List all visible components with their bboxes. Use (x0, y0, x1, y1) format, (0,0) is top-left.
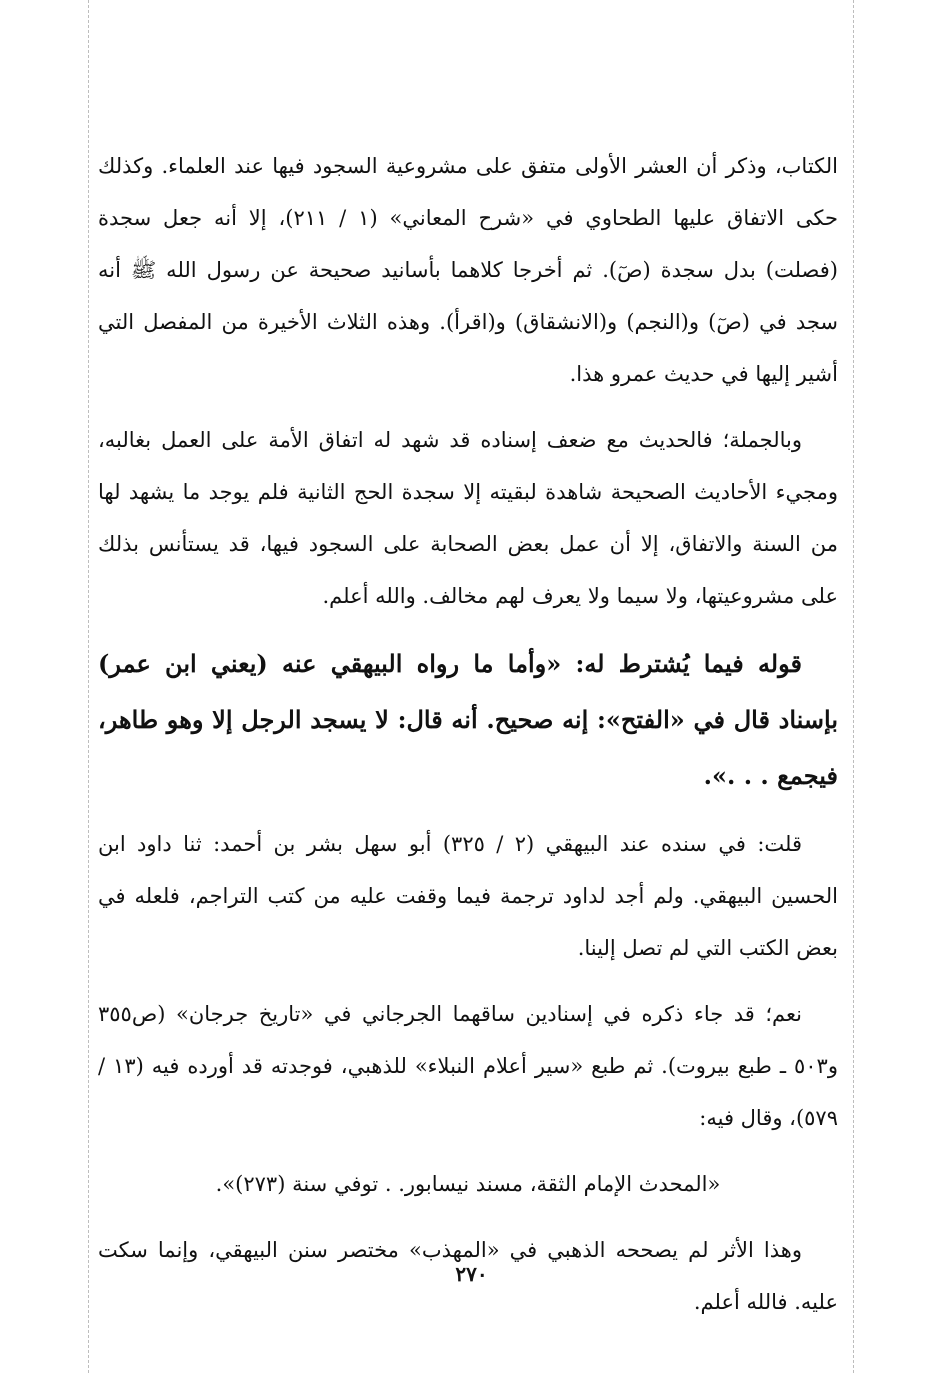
paragraph-quoted-statement: قوله فيما يُشترط له: «وأما ما رواه البيهقي عنه (يعني ابن عمر) بإسناد قال في «الفتح»: إنه صحيح. أنه قال: لا يسجد الرجل إلا وهو طاهر، فيجمع . . .». (98, 649, 838, 790)
page-number: ٢٧٠ (455, 1262, 488, 1286)
scan-edge-left (88, 0, 89, 1373)
paragraph-conclusion: وهذا الأثر لم يصححه الذهبي في «المهذب» مختصر سنن البيهقي، وإنما سكت عليه. فالله أعلم. (98, 1238, 838, 1314)
paragraph-jurjani-reference: نعم؛ قد جاء ذكره في إسنادين ساقهما الجرجاني في «تاريخ جرجان» (ص٣٥٥ و٥٠٣ ـ طبع بيروت). ثم طبع «سير أعلام النبلاء» للذهبي، فوجدته قد أورده فيه (١٣ / ٥٧٩)، وقال فيه: (98, 1002, 838, 1130)
paragraph-dhahabi-quote: «المحدث الإمام الثقة، مسند نيسابور. . توفي سنة (٢٧٣)». (215, 1172, 721, 1196)
page-body (98, 140, 838, 1342)
scan-edge-right (853, 0, 854, 1373)
paragraph-isnad-comment: قلت: في سنده عند البيهقي (٢ / ٣٢٥) أبو سهل بشر بن أحمد: ثنا داود ابن الحسين البيهقي. ولم أجد لداود ترجمة فيما وقفت عليه من كتب التراجم، فلعله في بعض الكتب التي لم تصل إلينا. (98, 832, 838, 960)
paragraph-hadith-summary: وبالجملة؛ فالحديث مع ضعف إسناده قد شهد له اتفاق الأمة على العمل بغالبه، ومجيء الأحاديث الصحيحة شاهدة لبقيته إلا سجدة الحج الثانية فلم يوجد ما يشهد لها من السنة والاتفاق، إلا أن عمل بعض الصحابة على السجود فيها، قد يستأنس بذلك على مشروعيتها، ولا سيما ولا يعرف لهم مخالف. والله أعلم. (98, 428, 838, 608)
paragraph-sajda-agreement: الكتاب، وذكر أن العشر الأولى متفق على مشروعية السجود فيها عند العلماء. وكذلك حكى الاتفاق عليها الطحاوي في «شرح المعاني» (١ / ٢١١)، إلا أنه جعل سجدة (فصلت) بدل سجدة (صٓ). ثم أخرجا كلاهما بأسانيد صحيحة عن رسول الله ﷺ أنه سجد في (صٓ) و(النجم) و(الانشقاق) و(اقرأ). وهذه الثلاث الأخيرة من المفصل التي أشير إليها في حديث عمرو هذا. (98, 154, 838, 386)
